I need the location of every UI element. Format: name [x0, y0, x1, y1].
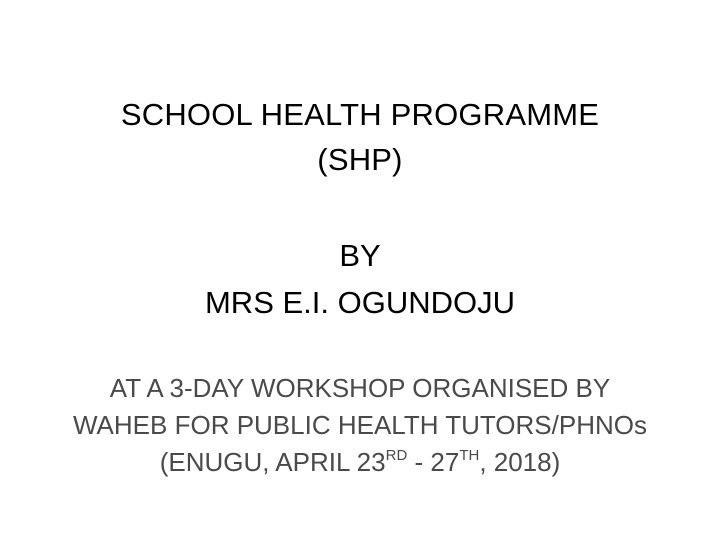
event-date-part-3: , 2018): [479, 447, 561, 477]
by-label: BY: [339, 238, 381, 273]
title-line-1: SCHOOL HEALTH PROGRAMME: [120, 97, 600, 132]
event-line-1: AT A 3-DAY WORKSHOP ORGANISED BY: [109, 373, 611, 403]
title-line-2: (SHP): [317, 142, 403, 177]
event-details: [0, 370, 720, 481]
author-name: MRS E.I. OGUNDOJU: [204, 285, 515, 320]
ordinal-suffix-end: TH: [459, 447, 480, 464]
event-date-part-1: (ENUGU, APRIL 23: [159, 447, 386, 477]
author-block: [0, 232, 720, 326]
event-line-3: [0, 444, 720, 481]
event-line-2: WAHEB FOR PUBLIC HEALTH TUTORS/PHNOs: [72, 410, 647, 440]
ordinal-suffix-start: RD: [385, 447, 408, 464]
slide-title: [0, 92, 720, 182]
event-date-part-2: - 27: [407, 447, 460, 477]
